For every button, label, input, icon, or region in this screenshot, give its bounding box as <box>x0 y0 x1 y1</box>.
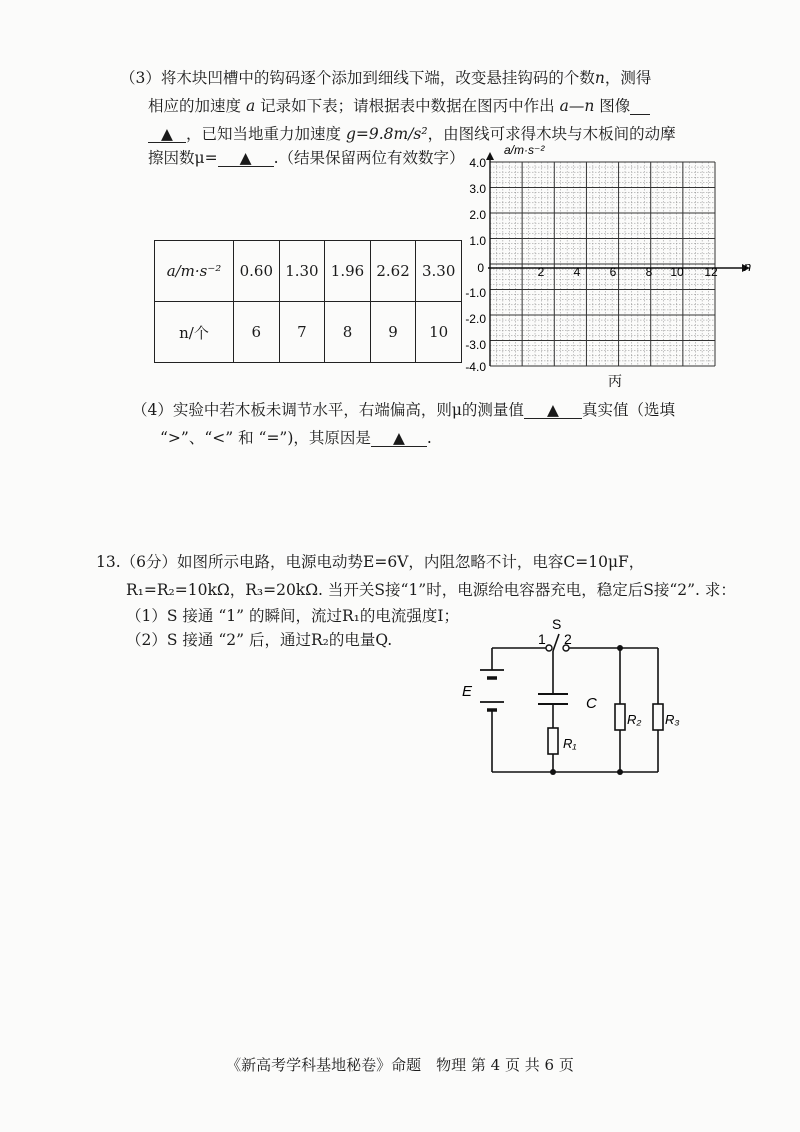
y-tick-label: -3.0 <box>465 338 486 352</box>
junction-dot <box>550 769 556 775</box>
var-n: n <box>594 69 605 87</box>
table-header-n: n/个 <box>155 302 234 363</box>
table-header-a: a/m·s⁻² <box>155 241 234 302</box>
q13-line3: （1）S 接通 “1” 的瞬间，流过R₁的电流强度I； <box>126 607 459 625</box>
capacitor-label: C <box>586 695 597 712</box>
y-tick-label: 1.0 <box>469 234 486 248</box>
text: “>”、“<” 和 “=”)，其原因是 <box>160 429 371 447</box>
junction-dot <box>617 645 623 651</box>
answer-blank: ▲ <box>371 430 427 447</box>
r2-resistor <box>615 704 625 730</box>
q13-line1: 13.（6分）如图所示电路，电源电动势E=6V，内阻忽略不计，电容C=10μF， <box>96 553 645 571</box>
x-tick-label: 4 <box>573 265 581 279</box>
table-cell: 6 <box>234 302 280 363</box>
y-tick-label: 2.0 <box>469 208 486 222</box>
table-cell: 1.30 <box>279 241 325 302</box>
table-cell: 0.60 <box>234 241 280 302</box>
y-axis-label: a/m·s⁻² <box>504 143 545 157</box>
part3-line2 <box>148 96 650 116</box>
switch-pos1-label: 1 <box>538 631 546 647</box>
x-tick-label: 8 <box>645 265 653 279</box>
r3-resistor <box>653 704 663 730</box>
y-tick-label: 4.0 <box>469 156 486 170</box>
part3-line4 <box>148 148 465 168</box>
q13-line2: R₁=R₂=10kΩ，R₃=20kΩ. 当开关S接“1”时，电源给电容器充电，稳定后S接“2”. 求： <box>126 581 736 599</box>
r1-resistor <box>548 728 558 754</box>
r2-label: R₂ <box>627 712 642 727</box>
part4-line2 <box>160 428 432 448</box>
text: ，已知当地重力加速度 <box>186 125 342 143</box>
table-cell: 1.96 <box>325 241 371 302</box>
y-tick-label: -1.0 <box>465 286 486 300</box>
g-expression: g=9.8m/s² <box>345 125 428 143</box>
x-tick-label: 6 <box>609 265 617 279</box>
y-tick-label: -2.0 <box>465 312 486 326</box>
r1-label: R₁ <box>563 736 577 751</box>
answer-blank: ▲ <box>524 402 582 419</box>
circuit-diagram <box>456 612 706 788</box>
table-cell: 8 <box>325 302 371 363</box>
table-cell: 3.30 <box>416 241 462 302</box>
text: 擦因数μ= <box>148 149 218 167</box>
graph-name: a—n <box>559 97 595 115</box>
r3-label: R₃ <box>665 712 680 727</box>
text: （3）将木块凹槽中的钩码逐个添加到细线下端，改变悬挂钩码的个数 <box>120 69 595 87</box>
graph-paper <box>465 138 760 390</box>
text: 相应的加速度 <box>148 97 242 115</box>
table-cell: 2.62 <box>370 241 416 302</box>
switch-pos2-label: 2 <box>564 631 572 647</box>
y-tick-label: -4.0 <box>465 360 486 374</box>
text: 真实值（选填 <box>581 401 675 419</box>
answer-blank-underline <box>630 98 650 115</box>
part4-line1 <box>132 400 675 420</box>
var-a: a <box>245 97 256 115</box>
text: 记录如下表；请根据表中数据在图丙中作出 <box>260 97 555 115</box>
x-axis-label: n <box>744 259 752 274</box>
answer-blank: ▲ <box>148 126 186 143</box>
switch-blade <box>553 634 559 651</box>
x-tick-label: 2 <box>537 265 545 279</box>
table-row <box>155 302 462 363</box>
page-footer: 《新高考学科基地秘卷》命题 物理 第 4 页 共 6 页 <box>226 1056 574 1074</box>
text: ，测得 <box>604 69 652 87</box>
x-tick-labels <box>538 265 718 279</box>
y-tick-labels <box>465 156 486 374</box>
y-tick-label: 0 <box>477 261 484 275</box>
table-row <box>155 241 462 302</box>
figure-caption: 丙 <box>608 373 622 389</box>
y-tick-label: 3.0 <box>469 182 486 196</box>
text: . <box>426 429 432 447</box>
battery-label: E <box>462 683 473 700</box>
switch-label: S <box>552 616 562 632</box>
part3-line1 <box>120 68 651 88</box>
text: 图像 <box>599 97 631 115</box>
text: .（结果保留两位有效数字） <box>273 149 465 167</box>
x-tick-label: 10 <box>670 265 684 279</box>
data-table <box>154 240 462 363</box>
text: ，由图线可求得木块与木板间的动摩 <box>427 125 676 143</box>
switch-contact-1 <box>546 645 552 651</box>
x-tick-label: 12 <box>704 265 718 279</box>
table-cell: 7 <box>279 302 325 363</box>
junction-dot <box>617 769 623 775</box>
answer-blank: ▲ <box>218 150 274 167</box>
table-cell: 9 <box>370 302 416 363</box>
text: （4）实验中若木板未调节水平，右端偏高，则μ的测量值 <box>132 401 524 419</box>
table-cell: 10 <box>416 302 462 363</box>
q13-line4: （2）S 接通 “2” 后，通过R₂的电量Q. <box>126 631 393 649</box>
y-axis-arrow <box>486 152 494 160</box>
